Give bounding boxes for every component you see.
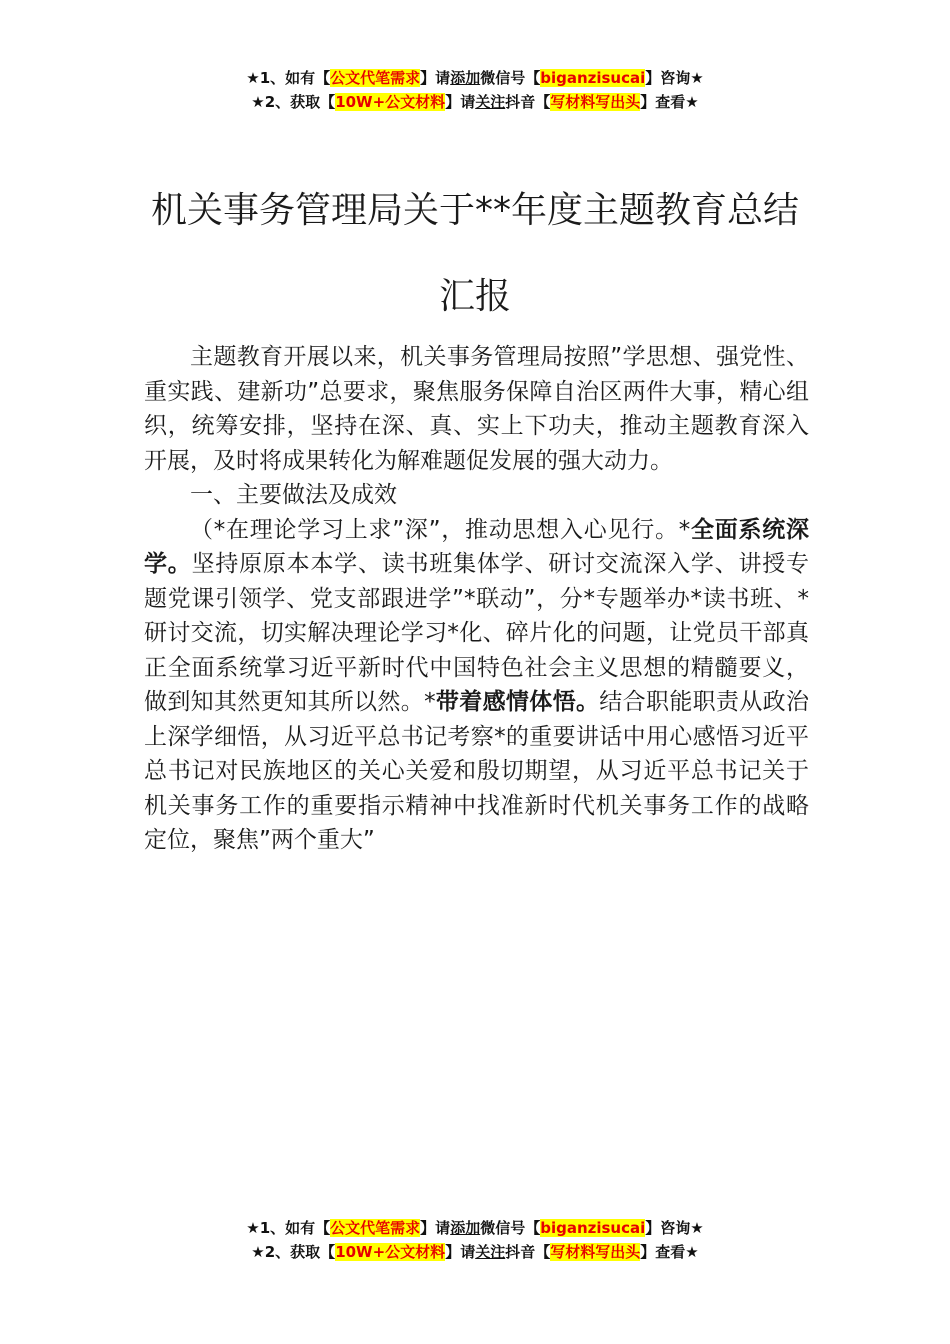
section-heading: 一、主要做法及成效	[190, 482, 397, 508]
document-body	[144, 340, 809, 858]
paragraph-text: （*在理论学习上求”深”，推动思想入心见行。*	[190, 516, 691, 543]
paragraph-text: 坚持原原本本学、读书班集体学、研讨交流深入学、讲授专题党课引领学、党支部跟进学”*联动”，分*专题举办*读书班、*研讨交流，切实解决理论学习*化、碎片化的问题，让党员干部真正全面系统掌习近平新时代中国特色社会主义思想的精髓要义，做到知其然更知其所以然。*	[144, 551, 810, 715]
banner-text: 】请	[445, 93, 476, 111]
footer-banner	[0, 1216, 950, 1264]
paragraph-theory	[144, 513, 809, 858]
banner-text: 】请	[420, 1219, 451, 1237]
banner-text: ★2、获取【	[251, 93, 336, 111]
banner-text: 】咨询★	[645, 69, 704, 87]
title-line-2: 汇报	[438, 276, 511, 317]
paragraph-text: 结合职能职责从政治上深学细悟，从习近平总书记考察*的重要讲话中用心感悟习近平总书记对民族地区的关心关爱和殷切期望，从习近平总书记关于机关事务工作的重要指示精神中找准新时代机关事务工作的战略定位，聚焦”两个重大”	[144, 689, 810, 853]
bold-subheading: 带着感情体悟。	[435, 689, 600, 715]
banner-highlight: 公文代笔需求	[330, 1219, 421, 1237]
banner-text: ★2、获取【	[251, 1243, 336, 1261]
banner-underlined: 添加	[450, 1219, 481, 1237]
banner-text: 抖音【	[505, 93, 551, 111]
banner-underlined: 添加	[450, 69, 481, 87]
banner-line-2	[0, 1240, 950, 1264]
banner-text: 】请	[420, 69, 451, 87]
banner-text: 微信号【	[480, 1219, 541, 1237]
paragraph-intro: 主题教育开展以来，机关事务管理局按照”学思想、强党性、重实践、建新功”总要求，聚焦服务保障自治区两件大事，精心组织，统筹安排，坚持在深、真、实上下功夫，推动主题教育深入开展，及时将成果转化为解难题促发展的强大动力。	[144, 344, 809, 474]
banner-line-1	[0, 66, 950, 90]
banner-underlined: 关注	[475, 93, 506, 111]
banner-line-2	[0, 90, 950, 114]
banner-underlined: 关注	[475, 1243, 506, 1261]
banner-line-1	[0, 1216, 950, 1240]
banner-text: 微信号【	[480, 69, 541, 87]
header-banner	[0, 66, 950, 114]
banner-text: 】查看★	[640, 93, 699, 111]
banner-text: 】查看★	[640, 1243, 699, 1261]
banner-highlight: biganzisucai	[540, 69, 646, 87]
banner-highlight: 写材料写出头	[550, 93, 641, 111]
banner-highlight: 10W+公文材料	[335, 93, 446, 111]
document-title	[0, 168, 950, 340]
banner-text: 抖音【	[505, 1243, 551, 1261]
banner-text: 】请	[445, 1243, 476, 1261]
banner-highlight: 10W+公文材料	[335, 1243, 446, 1261]
banner-highlight: biganzisucai	[540, 1219, 646, 1237]
bold-subheading: 全面系统深学。	[144, 516, 809, 577]
banner-highlight: 公文代笔需求	[330, 69, 421, 87]
banner-text: ★1、如有【	[246, 1219, 331, 1237]
title-line-1: 机关事务管理局关于**年度主题教育总结	[150, 190, 799, 231]
banner-text: ★1、如有【	[246, 69, 331, 87]
banner-highlight: 写材料写出头	[550, 1243, 641, 1261]
banner-text: 】咨询★	[645, 1219, 704, 1237]
